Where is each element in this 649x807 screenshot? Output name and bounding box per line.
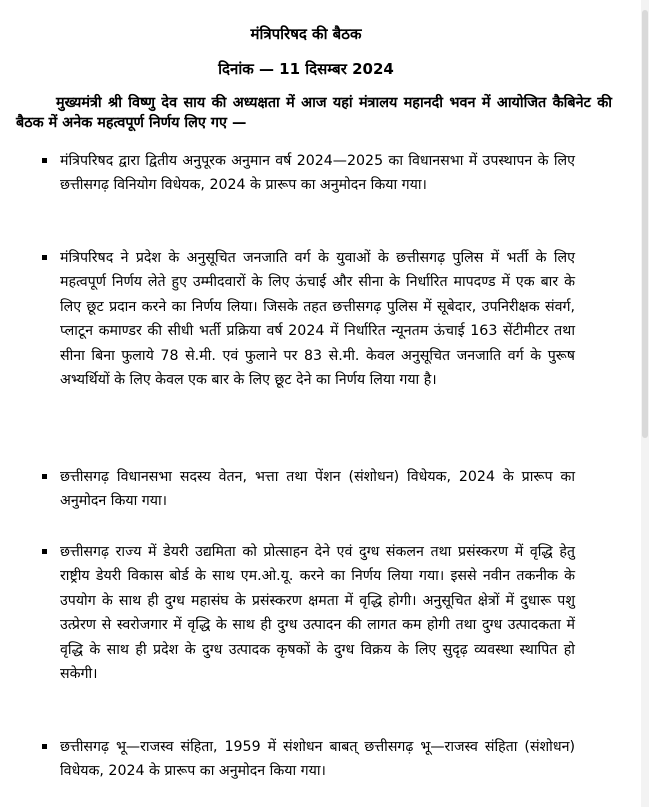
- meeting-date: दिनांक — 11 दिसम्बर 2024: [218, 60, 394, 78]
- decision-item: [60, 246, 575, 392]
- bullet-icon: [42, 158, 47, 163]
- decision-item: [60, 540, 575, 686]
- decision-text: छत्तीसगढ़ भू—राजस्व संहिता, 1959 में संशोधन बाबत् छत्तीसगढ़ भू—राजस्व संहिता (संशोधन) विधेयक, 2024 के प्रारूप का अनुमोदन किया गया।: [60, 739, 575, 780]
- decision-text: छत्तीसगढ़ विधानसभा सदस्य वेतन, भत्ता तथा पेंशन (संशोधन) विधेयक, 2024 के प्रारूप का अनुमोदन किया गया।: [60, 469, 575, 510]
- decision-item: [60, 735, 575, 784]
- bullet-icon: [42, 549, 47, 554]
- decision-text: छत्तीसगढ़ राज्य में डेयरी उद्यमिता को प्रोत्साहन देने एवं दुग्ध संकलन तथा प्रसंस्करण में वृद्धि हेतु राष्ट्रीय डेयरी विकास बोर्ड के साथ एम.ओ.यू. करने का निर्णय लिया गया। इससे नवीन तकनीक के उपयोग के साथ ही दुग्ध महासंघ के प्रसंस्करण क्षमता में वृद्धि होगी। अनुसूचित क्षेत्रों में दुधारू पशु उत्प्रेरण से स्वरोजगार में वृद्धि के साथ ही दुग्ध उत्पादन की लागत कम होगी तथा दुग्ध उत्पादकता में वृद्धि के साथ ही प्रदेश के दुग्ध उत्पादक कृषकों के दुग्ध विक्रय के लिए सुदृढ़ व्यवस्था स्थापित हो सकेगी।: [60, 544, 575, 683]
- decision-item: [60, 149, 575, 198]
- bullet-icon: [42, 474, 47, 479]
- bullet-icon: [42, 255, 47, 260]
- scrollbar-thumb[interactable]: [642, 10, 648, 438]
- decision-item: [60, 465, 575, 514]
- document-title: मंत्रिपरिषद की बैठक: [250, 25, 362, 43]
- intro-paragraph: मुख्यमंत्री श्री विष्णु देव साय की अध्यक्षता में आज यहां मंत्रालय महानदी भवन में आयोजित कैबिनेट की बैठक में अनेक महत्वपूर्ण निर्णय लिए गए —: [16, 95, 612, 131]
- decision-text: मंत्रिपरिषद ने प्रदेश के अनुसूचित जनजाति वर्ग के युवाओं के छत्तीसगढ़ पुलिस में भर्ती के लिए महत्वपूर्ण निर्णय लेते हुए उम्मीदवारों के लिए ऊंचाई और सीना के निर्धारित मापदण्ड में एक बार के लिए छूट प्रदान करने का निर्णय लिया। जिसके तहत छत्तीसगढ़ पुलिस में सूबेदार, उपनिरीक्षक संवर्ग, प्लाटून कमाण्डर की सीधी भर्ती प्रक्रिया वर्ष 2024 में निर्धारित न्यूनतम ऊंचाई 163 सेंटीमीटर तथा सीना बिना फुलाये 78 से.मी. एवं फुलाने पर 83 से.मी. केवल अनुसूचित जनजाति वर्ग के पुरूष अभ्यर्थियों के लिए केवल एक बार के लिए छूट देने का निर्णय लिया गया है।: [60, 250, 575, 389]
- decision-text: मंत्रिपरिषद द्वारा द्वितीय अनुपूरक अनुमान वर्ष 2024—2025 का विधानसभा में उपस्थापन के लिए छत्तीसगढ़ विनियोग विधेयक, 2024 के प्रारूप का अनुमोदन किया गया।: [60, 153, 575, 194]
- bullet-icon: [42, 744, 47, 749]
- vertical-scrollbar[interactable]: [641, 0, 649, 807]
